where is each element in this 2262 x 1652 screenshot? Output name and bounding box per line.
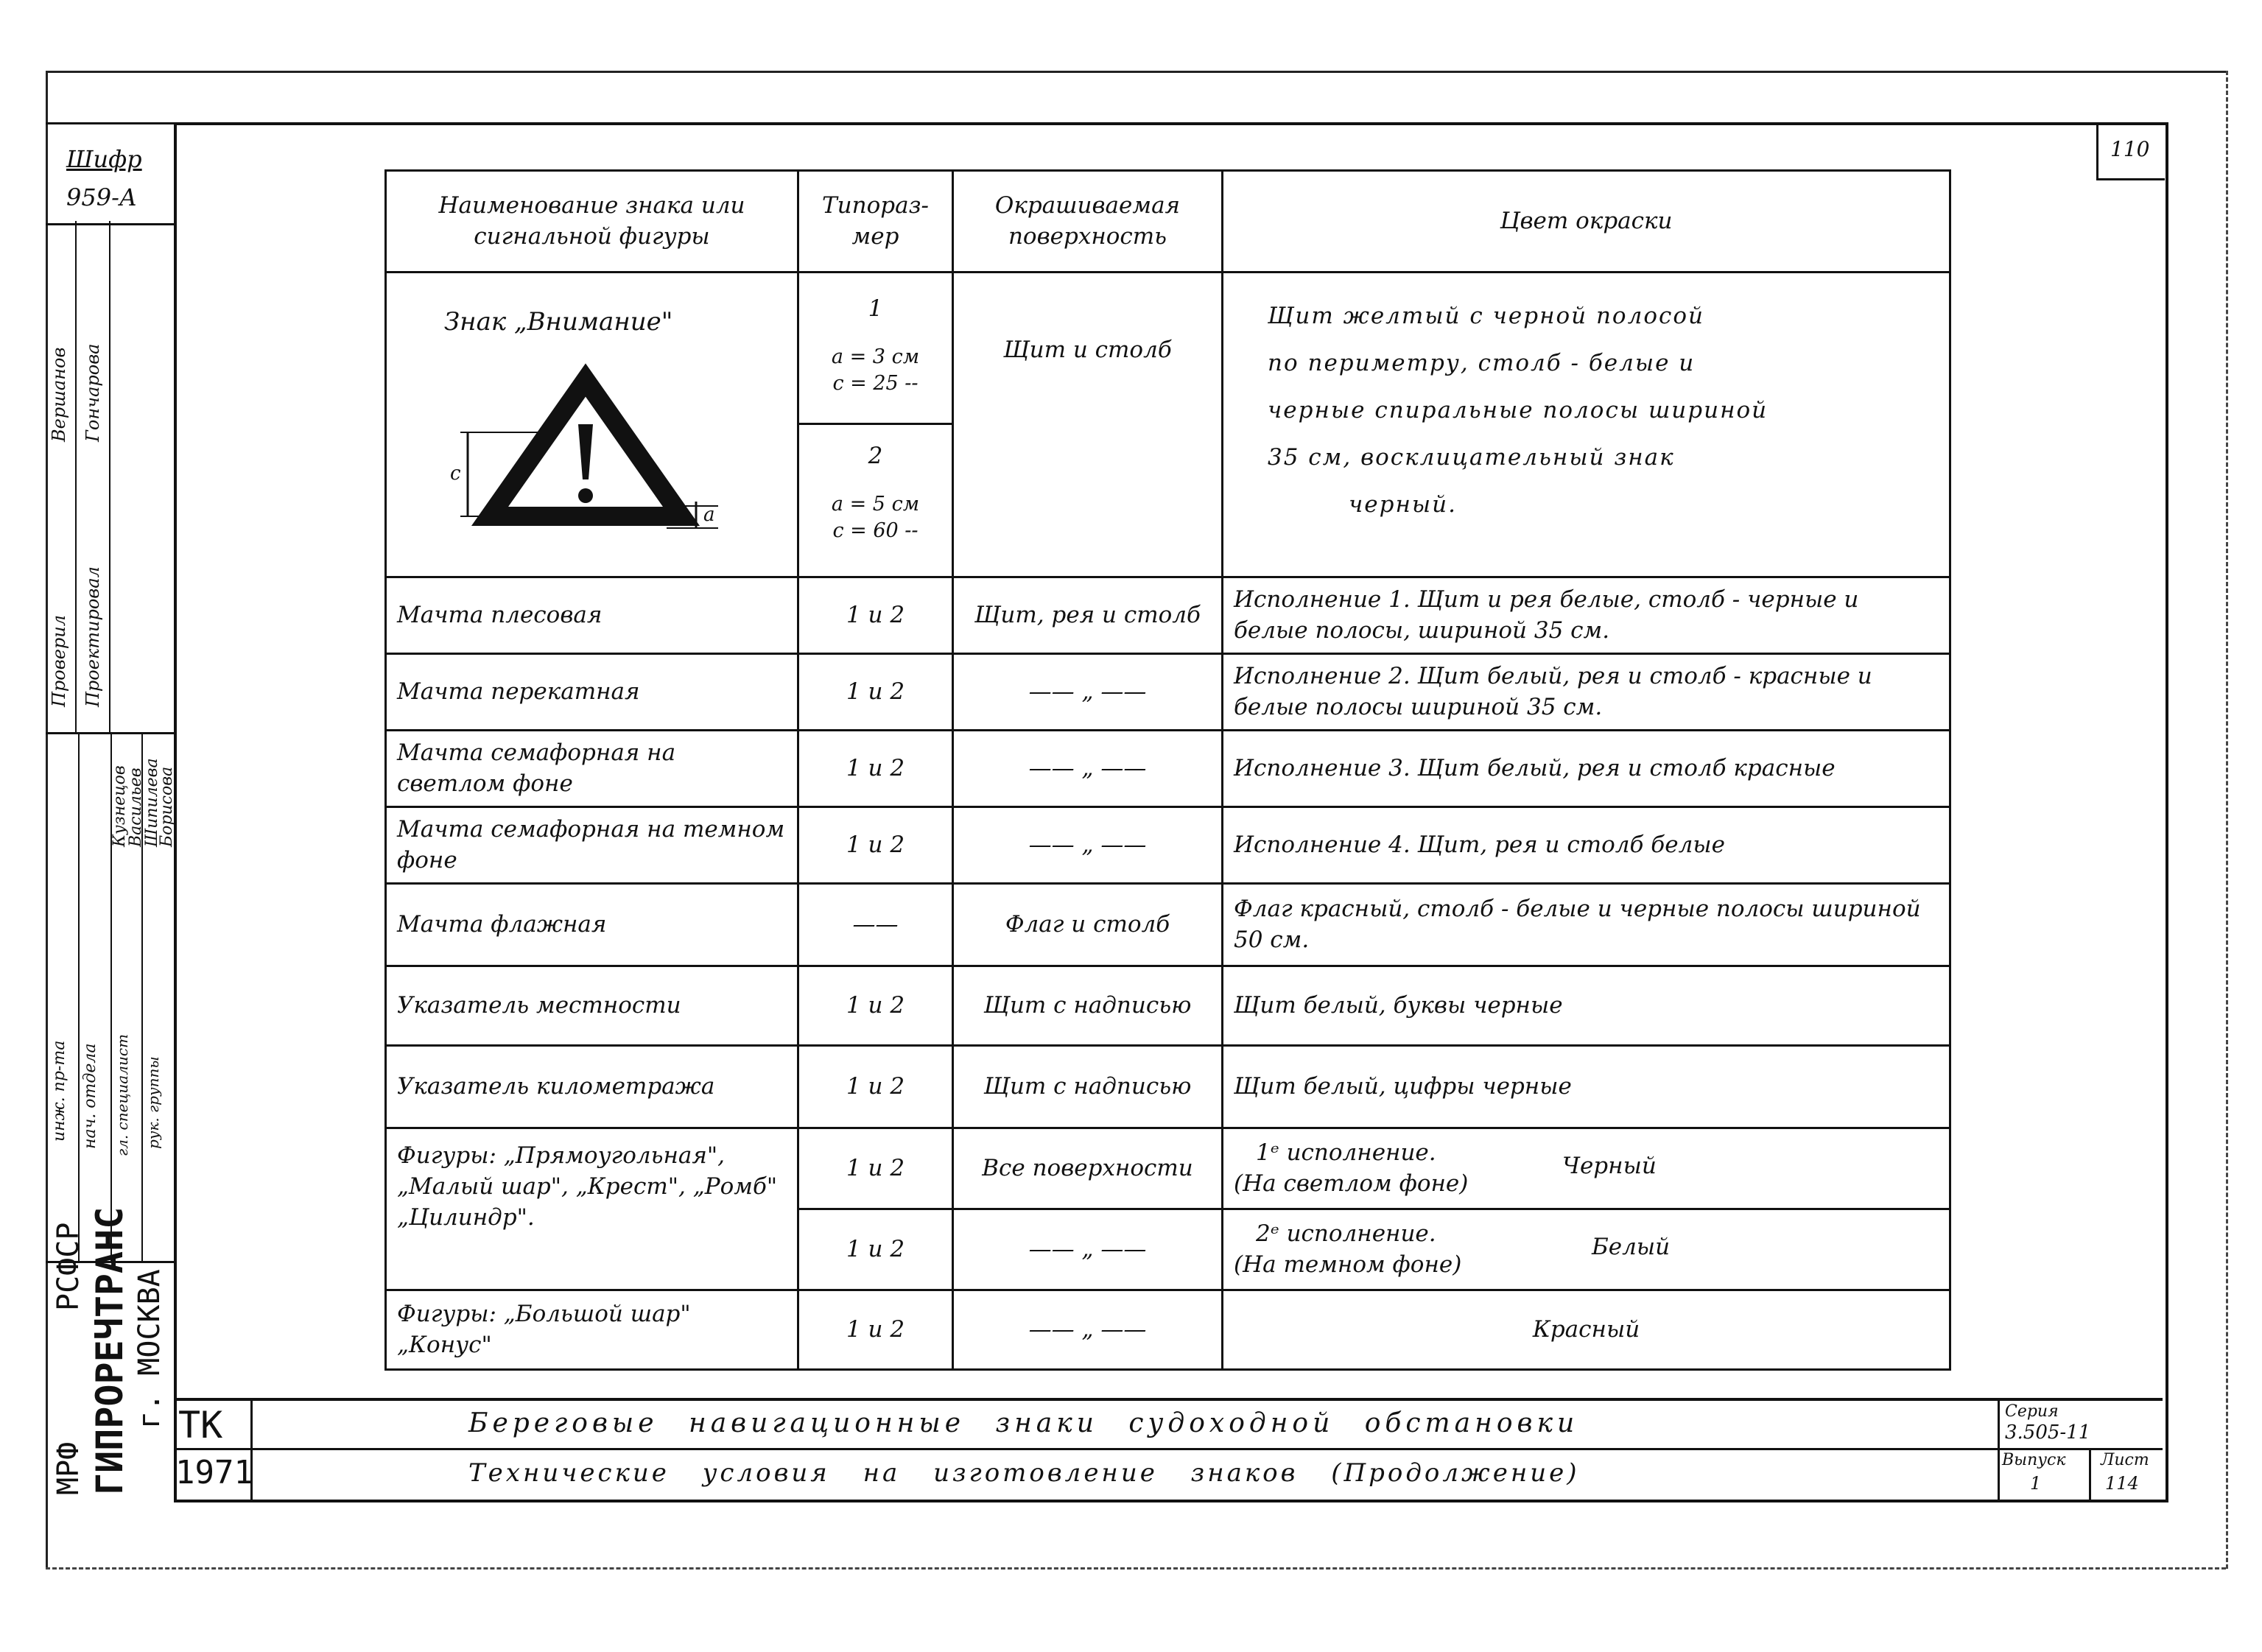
attention-color-line-2: по периметру, столб - белые и <box>1268 350 1696 376</box>
attention-color-line-3: черные спиральные полосы шириной <box>1268 397 1768 423</box>
series-label: Серия <box>2005 1402 2059 1421</box>
figures-color-a-3: Черный <box>1562 1153 1657 1179</box>
row-surface: —— „ —— <box>953 654 1223 731</box>
row-surface: Щит с надписью <box>953 1046 1223 1128</box>
table-row <box>386 577 1950 654</box>
org-ministry: МРФ <box>52 1441 85 1495</box>
spec-table <box>384 169 1951 1371</box>
title-year: 1971 <box>175 1454 253 1491</box>
table-header-row <box>386 171 1950 273</box>
attention-size1-cell <box>798 273 953 424</box>
cipher-value: 959-А <box>66 183 138 211</box>
title-line-2: Технические условия на изготовление знаков (Продолжение) <box>468 1458 1580 1488</box>
cipher-label: Шифр <box>66 145 142 173</box>
attention-triangle-icon <box>446 362 770 553</box>
attention-color-line-5: черный. <box>1349 491 1457 518</box>
row-surface: Щит, рея и столб <box>953 577 1223 654</box>
row-size: 1 и 2 <box>798 577 953 654</box>
row-color: Исполнение 2. Щит белый, рея и столб - красные и белые полосы шириной 35 см. <box>1223 654 1950 731</box>
org-city: г. МОСКВА <box>133 1269 166 1429</box>
header-surface: Окрашиваемая поверхность <box>953 171 1223 273</box>
org-republic: РСФСР <box>52 1222 85 1311</box>
frame-right-line <box>2226 71 2228 1569</box>
table-row-last <box>386 1290 1950 1370</box>
row-surface: Флаг и столб <box>953 884 1223 966</box>
designer-name: Гончарова <box>82 343 103 442</box>
row-color: Исполнение 1. Щит и рея белые, столб - черные и белые полосы, шириной 35 см. <box>1223 577 1950 654</box>
row-surface: —— „ —— <box>953 807 1223 884</box>
figures-color-b-1: 2ᵉ исполнение. <box>1256 1220 1436 1247</box>
row-name: Мачта семафорная на темном фоне <box>386 807 798 884</box>
checked-label: Проверил <box>49 614 69 707</box>
name-1: Кузнецов <box>110 765 129 847</box>
last-size: 1 и 2 <box>798 1290 953 1370</box>
row-surface: —— „ —— <box>953 731 1223 807</box>
figures-surface-a: Все поверхности <box>953 1128 1223 1209</box>
attention-size2-cell <box>798 424 953 577</box>
role-4: рук. группы <box>144 1056 162 1149</box>
row-surface: Щит с надписью <box>953 966 1223 1046</box>
row-color: Щит белый, цифры черные <box>1223 1046 1950 1128</box>
role-3: гл. специалист <box>113 1033 131 1156</box>
name-2: Васильев <box>127 767 145 847</box>
figures-surface-b: —— „ —— <box>953 1209 1223 1290</box>
row-size: —— <box>798 884 953 966</box>
row-name: Указатель километража <box>386 1046 798 1128</box>
title-code: ТК <box>178 1404 223 1447</box>
figures-size-a: 1 и 2 <box>798 1128 953 1209</box>
table-row <box>386 731 1950 807</box>
table-row <box>386 654 1950 731</box>
attention-surface: Щит и столб <box>953 273 1223 577</box>
issue-value: 1 <box>2030 1473 2042 1494</box>
role-2: нач. отдела <box>81 1043 99 1149</box>
row-name: Мачта семафорная на светлом фоне <box>386 731 798 807</box>
issue-label: Выпуск <box>2002 1451 2066 1469</box>
org-name: ГИПРОРЕЧТРАНС <box>88 1206 131 1495</box>
row-name: Указатель местности <box>386 966 798 1046</box>
row-color: Исполнение 4. Щит, рея и столб белые <box>1223 807 1950 884</box>
attention-color-line-1: Щит желтый с черной полосой <box>1268 303 1704 329</box>
cipher-box <box>46 122 174 225</box>
header-name: Наименование знака или сигнальной фигуры <box>386 171 798 273</box>
attention-size1: 1 <box>868 295 883 322</box>
attention-size1-c: с = 25 -- <box>832 372 919 396</box>
attention-size2-c: с = 60 -- <box>832 519 919 543</box>
figures-color-b-3: Белый <box>1592 1234 1671 1260</box>
frame-top-line <box>46 71 2226 73</box>
attention-size2: 2 <box>868 443 883 469</box>
table-row <box>386 966 1950 1046</box>
title-block <box>174 1398 2163 1500</box>
last-name: Фигуры: „Большой шар" „Конус" <box>386 1290 798 1370</box>
designer-label: Проектировал <box>82 566 103 707</box>
last-surface: —— „ —— <box>953 1290 1223 1370</box>
row-size: 1 и 2 <box>798 1046 953 1128</box>
name-3: Шипилева <box>143 758 161 847</box>
figures-color-b-2: (На темном фоне) <box>1234 1251 1462 1278</box>
last-color: Красный <box>1223 1290 1950 1370</box>
figures-color-b-cell <box>1223 1209 1950 1290</box>
name-4: Борисова <box>158 766 176 847</box>
figures-name: Фигуры: „Прямоугольная", „Малый шар", „Крест", „Ромб" „Цилиндр". <box>386 1128 798 1290</box>
attention-size2-a: а = 5 см <box>831 492 920 516</box>
attention-color-cell <box>1223 273 1950 577</box>
table-row <box>386 1046 1950 1128</box>
table-row-attention-1 <box>386 273 1950 424</box>
row-color: Флаг красный, столб - белые и черные полосы шириной 50 см. <box>1223 884 1950 966</box>
frame-bottom-line <box>46 1567 2226 1570</box>
row-color: Исполнение 3. Щит белый, рея и столб красные <box>1223 731 1950 807</box>
dim-c-label: с <box>450 463 461 485</box>
role-1: инж. пр-та <box>50 1040 69 1142</box>
row-size: 1 и 2 <box>798 654 953 731</box>
figures-color-a-1: 1ᵉ исполнение. <box>1256 1139 1436 1166</box>
header-color: Цвет окраски <box>1223 171 1950 273</box>
page-number-box <box>2096 122 2165 180</box>
figures-color-a-2: (На светлом фоне) <box>1234 1170 1469 1197</box>
attention-size1-a: а = 3 см <box>831 345 920 368</box>
series-value: 3.505-11 <box>2005 1421 2091 1444</box>
checked-name: Вершанов <box>49 347 69 442</box>
row-name: Мачта плесовая <box>386 577 798 654</box>
sheet-value: 114 <box>2105 1473 2139 1494</box>
dim-a-label: а <box>703 504 715 526</box>
attention-color-line-4: 35 см, восклицательный знак <box>1268 444 1675 471</box>
row-name: Мачта перекатная <box>386 654 798 731</box>
page-number: 110 <box>2110 137 2150 161</box>
figures-size-b: 1 и 2 <box>798 1209 953 1290</box>
attention-sign-name: Знак „Внимание" <box>444 307 673 337</box>
title-line-1: Береговые навигационные знаки судоходной обстановки <box>468 1408 1579 1438</box>
row-color: Щит белый, буквы черные <box>1223 966 1950 1046</box>
row-size: 1 и 2 <box>798 966 953 1046</box>
table-row <box>386 884 1950 966</box>
header-size: Типораз-мер <box>798 171 953 273</box>
row-size: 1 и 2 <box>798 807 953 884</box>
row-size: 1 и 2 <box>798 731 953 807</box>
attention-sign-cell <box>386 273 798 577</box>
row-name: Мачта флажная <box>386 884 798 966</box>
table-row <box>386 807 1950 884</box>
sheet-label: Лист <box>2101 1451 2149 1469</box>
figures-color-a-cell <box>1223 1128 1950 1209</box>
table-row-figures-a <box>386 1128 1950 1209</box>
